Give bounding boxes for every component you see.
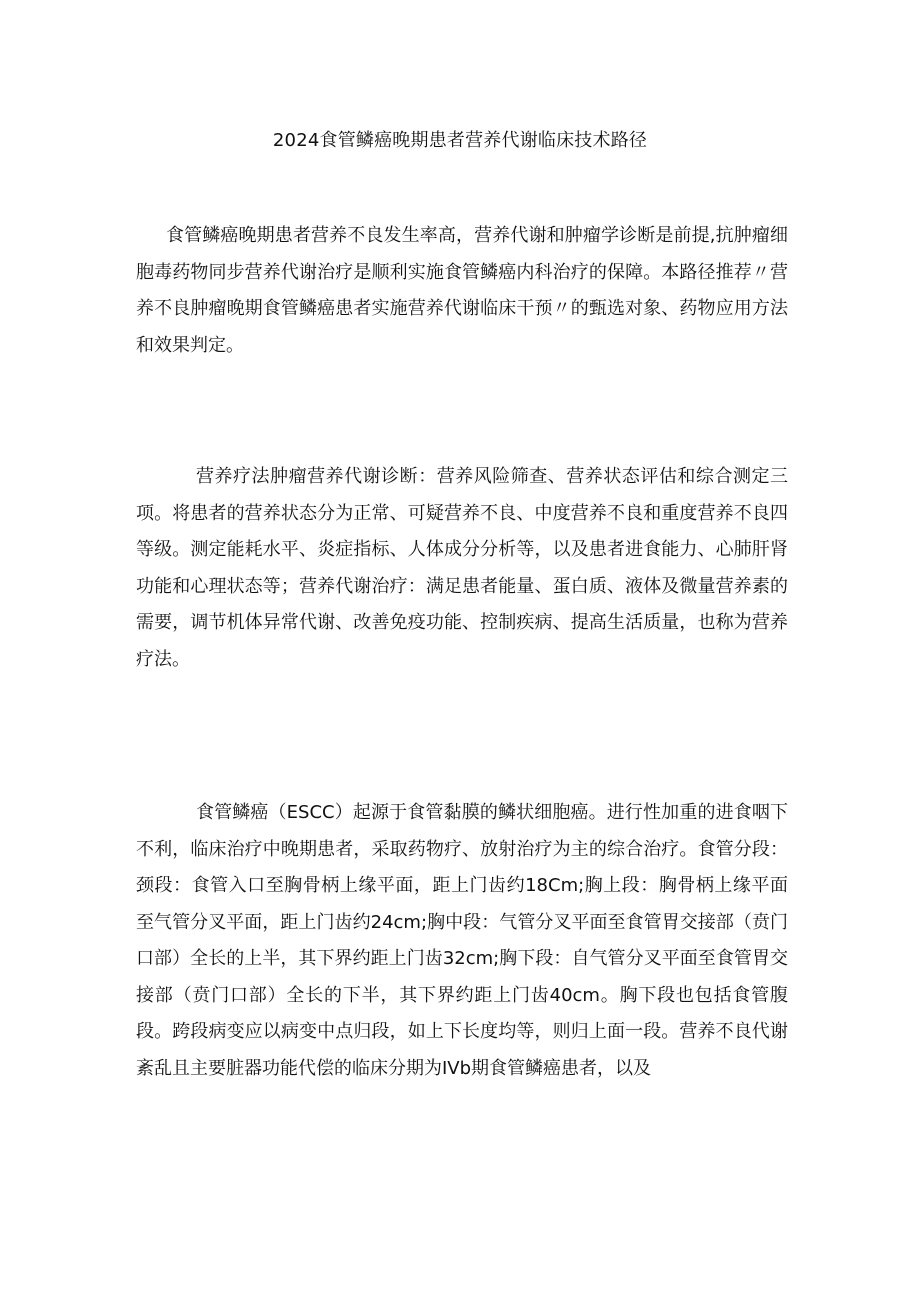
document-title: 2024食管鳞癌晚期患者营养代谢临床技术路径	[272, 130, 648, 151]
paragraph-escc: 食管鳞癌（ESCC）起源于食管黏膜的鳞状细胞癌。进行性加重的进食咽下不利，临床治疗中晚期患者，采取药物疗、放射治疗为主的综合治疗。食管分段：颈段：食管入口至胸骨柄上缘平面，距上门齿约18Cm;胸上段：胸骨柄上缘平面至气管分叉平面，距上门齿约24cm;胸中段：气管分叉平面至食管胃交接部（贲门口部）全长的上半，其下界约距上门齿32cm;胸下段：自气管分叉平面至食管胃交接部（贲门口部）全长的下半，其下界约距上门齿40cm。胸下段也包括食管腹段。跨段病变应以病变中点归段，如上下长度均等，则归上面一段。营养不良代谢紊乱且主要脏器功能代偿的临床分期为IVb期食管鳞癌患者，以及	[136, 802, 788, 1079]
paragraph-intro: 食管鳞癌晚期患者营养不良发生率高，营养代谢和肿瘤学诊断是前提,抗肿瘤细胞毒药物同步营养代谢治疗是顺利实施食管鳞癌内科治疗的保障。本路径推荐〃营养不良肿瘤晚期食管鳞癌患者实施营养代谢临床干预〃的甄选对象、药物应用方法和效果判定。	[136, 225, 788, 356]
paragraph-nutrition-therapy: 营养疗法肿瘤营养代谢诊断：营养风险筛查、营养状态评估和综合测定三项。将患者的营养状态分为正常、可疑营养不良、中度营养不良和重度营养不良四等级。测定能耗水平、炎症指标、人体成分分析等，以及患者进食能力、心肺肝肾功能和心理状态等；营养代谢治疗：满足患者能量、蛋白质、液体及微量营养素的需要，调节机体异常代谢、改善免疫功能、控制疾病、提高生活质量，也称为营养疗法。	[136, 466, 788, 670]
